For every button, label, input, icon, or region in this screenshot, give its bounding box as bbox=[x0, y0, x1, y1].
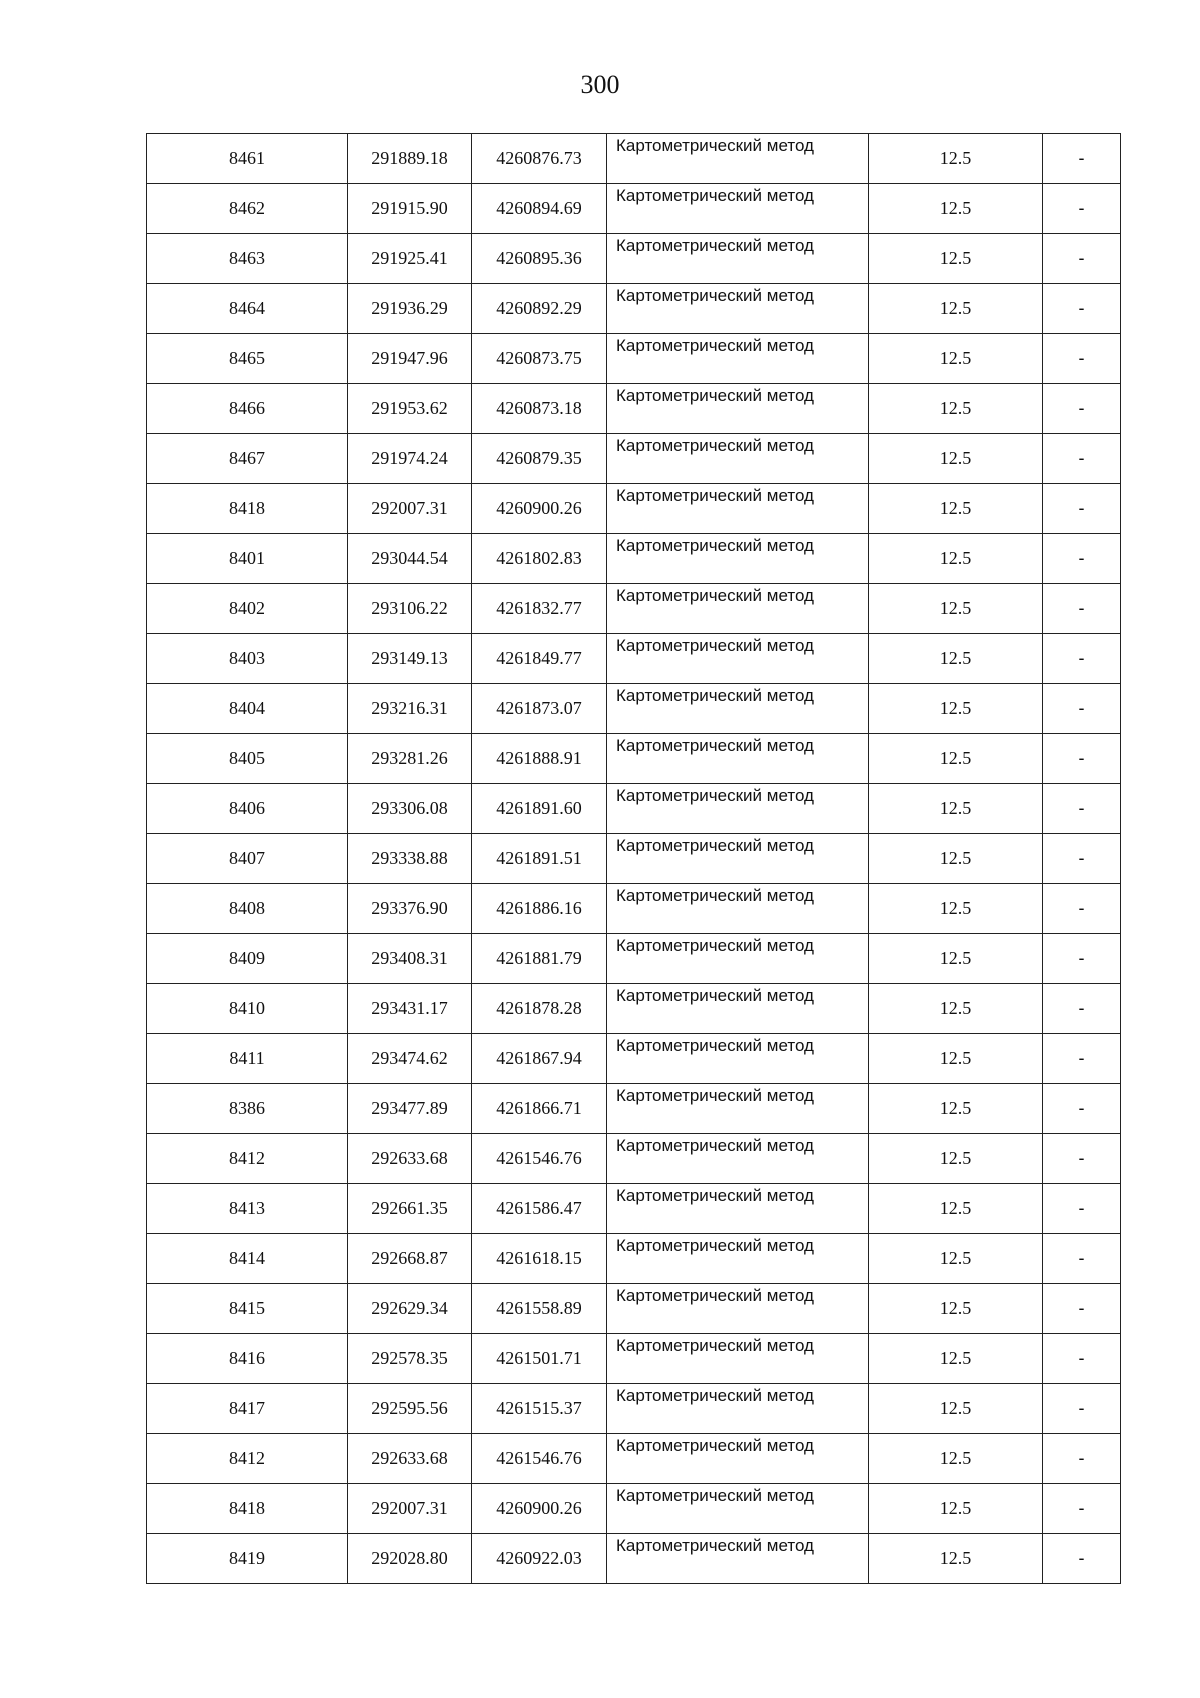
note-cell: - bbox=[1043, 384, 1121, 434]
method-cell: Картометрический метод bbox=[607, 434, 869, 484]
x-coordinate-cell: 291925.41 bbox=[348, 234, 472, 284]
note-cell: - bbox=[1043, 1034, 1121, 1084]
note-cell: - bbox=[1043, 1284, 1121, 1334]
note-cell: - bbox=[1043, 434, 1121, 484]
method-cell: Картометрический метод bbox=[607, 784, 869, 834]
note-cell: - bbox=[1043, 184, 1121, 234]
point-number-cell: 8464 bbox=[147, 284, 348, 334]
x-coordinate-cell: 291915.90 bbox=[348, 184, 472, 234]
point-number-cell: 8419 bbox=[147, 1534, 348, 1584]
y-coordinate-cell: 4260876.73 bbox=[472, 134, 607, 184]
table-row bbox=[147, 1284, 1121, 1334]
table-row bbox=[147, 184, 1121, 234]
x-coordinate-cell: 293044.54 bbox=[348, 534, 472, 584]
table-row bbox=[147, 684, 1121, 734]
method-cell: Картометрический метод bbox=[607, 534, 869, 584]
y-coordinate-cell: 4261891.60 bbox=[472, 784, 607, 834]
accuracy-cell: 12.5 bbox=[869, 1234, 1043, 1284]
accuracy-cell: 12.5 bbox=[869, 1384, 1043, 1434]
method-cell: Картометрический метод bbox=[607, 1284, 869, 1334]
table-row bbox=[147, 734, 1121, 784]
y-coordinate-cell: 4260873.18 bbox=[472, 384, 607, 434]
accuracy-cell: 12.5 bbox=[869, 884, 1043, 934]
point-number-cell: 8461 bbox=[147, 134, 348, 184]
accuracy-cell: 12.5 bbox=[869, 784, 1043, 834]
y-coordinate-cell: 4261891.51 bbox=[472, 834, 607, 884]
table-row bbox=[147, 1134, 1121, 1184]
method-cell: Картометрический метод bbox=[607, 484, 869, 534]
point-number-cell: 8411 bbox=[147, 1034, 348, 1084]
table-row bbox=[147, 584, 1121, 634]
method-cell: Картометрический метод bbox=[607, 1084, 869, 1134]
x-coordinate-cell: 293306.08 bbox=[348, 784, 472, 834]
accuracy-cell: 12.5 bbox=[869, 1284, 1043, 1334]
x-coordinate-cell: 292007.31 bbox=[348, 484, 472, 534]
table-row bbox=[147, 784, 1121, 834]
note-cell: - bbox=[1043, 534, 1121, 584]
x-coordinate-cell: 293477.89 bbox=[348, 1084, 472, 1134]
method-cell: Картометрический метод bbox=[607, 134, 869, 184]
point-number-cell: 8410 bbox=[147, 984, 348, 1034]
note-cell: - bbox=[1043, 584, 1121, 634]
method-cell: Картометрический метод bbox=[607, 1034, 869, 1084]
method-cell: Картометрический метод bbox=[607, 1484, 869, 1534]
table-row bbox=[147, 634, 1121, 684]
accuracy-cell: 12.5 bbox=[869, 734, 1043, 784]
accuracy-cell: 12.5 bbox=[869, 584, 1043, 634]
point-number-cell: 8412 bbox=[147, 1134, 348, 1184]
table-row bbox=[147, 284, 1121, 334]
x-coordinate-cell: 292633.68 bbox=[348, 1434, 472, 1484]
accuracy-cell: 12.5 bbox=[869, 234, 1043, 284]
note-cell: - bbox=[1043, 634, 1121, 684]
table-row bbox=[147, 1384, 1121, 1434]
note-cell: - bbox=[1043, 1434, 1121, 1484]
note-cell: - bbox=[1043, 1184, 1121, 1234]
note-cell: - bbox=[1043, 1334, 1121, 1384]
method-cell: Картометрический метод bbox=[607, 1334, 869, 1384]
point-number-cell: 8386 bbox=[147, 1084, 348, 1134]
table-row bbox=[147, 1184, 1121, 1234]
y-coordinate-cell: 4261618.15 bbox=[472, 1234, 607, 1284]
accuracy-cell: 12.5 bbox=[869, 484, 1043, 534]
note-cell: - bbox=[1043, 934, 1121, 984]
point-number-cell: 8414 bbox=[147, 1234, 348, 1284]
note-cell: - bbox=[1043, 884, 1121, 934]
method-cell: Картометрический метод bbox=[607, 684, 869, 734]
x-coordinate-cell: 293376.90 bbox=[348, 884, 472, 934]
coordinates-table-body bbox=[147, 134, 1121, 1584]
method-cell: Картометрический метод bbox=[607, 284, 869, 334]
y-coordinate-cell: 4260894.69 bbox=[472, 184, 607, 234]
table-row bbox=[147, 884, 1121, 934]
accuracy-cell: 12.5 bbox=[869, 1134, 1043, 1184]
x-coordinate-cell: 293431.17 bbox=[348, 984, 472, 1034]
note-cell: - bbox=[1043, 1234, 1121, 1284]
point-number-cell: 8467 bbox=[147, 434, 348, 484]
table-row bbox=[147, 134, 1121, 184]
y-coordinate-cell: 4261867.94 bbox=[472, 1034, 607, 1084]
note-cell: - bbox=[1043, 484, 1121, 534]
point-number-cell: 8412 bbox=[147, 1434, 348, 1484]
accuracy-cell: 12.5 bbox=[869, 834, 1043, 884]
accuracy-cell: 12.5 bbox=[869, 284, 1043, 334]
accuracy-cell: 12.5 bbox=[869, 1534, 1043, 1584]
table-row bbox=[147, 1034, 1121, 1084]
y-coordinate-cell: 4260900.26 bbox=[472, 1484, 607, 1534]
y-coordinate-cell: 4261546.76 bbox=[472, 1434, 607, 1484]
accuracy-cell: 12.5 bbox=[869, 984, 1043, 1034]
method-cell: Картометрический метод bbox=[607, 1234, 869, 1284]
accuracy-cell: 12.5 bbox=[869, 434, 1043, 484]
y-coordinate-cell: 4261866.71 bbox=[472, 1084, 607, 1134]
table-row bbox=[147, 484, 1121, 534]
accuracy-cell: 12.5 bbox=[869, 534, 1043, 584]
table-row bbox=[147, 934, 1121, 984]
accuracy-cell: 12.5 bbox=[869, 634, 1043, 684]
point-number-cell: 8418 bbox=[147, 1484, 348, 1534]
point-number-cell: 8413 bbox=[147, 1184, 348, 1234]
point-number-cell: 8407 bbox=[147, 834, 348, 884]
method-cell: Картометрический метод bbox=[607, 584, 869, 634]
x-coordinate-cell: 292595.56 bbox=[348, 1384, 472, 1434]
table-row bbox=[147, 1084, 1121, 1134]
y-coordinate-cell: 4260895.36 bbox=[472, 234, 607, 284]
table-row bbox=[147, 234, 1121, 284]
note-cell: - bbox=[1043, 784, 1121, 834]
y-coordinate-cell: 4260879.35 bbox=[472, 434, 607, 484]
note-cell: - bbox=[1043, 984, 1121, 1034]
point-number-cell: 8409 bbox=[147, 934, 348, 984]
accuracy-cell: 12.5 bbox=[869, 184, 1043, 234]
method-cell: Картометрический метод bbox=[607, 1534, 869, 1584]
point-number-cell: 8404 bbox=[147, 684, 348, 734]
y-coordinate-cell: 4261888.91 bbox=[472, 734, 607, 784]
note-cell: - bbox=[1043, 1534, 1121, 1584]
accuracy-cell: 12.5 bbox=[869, 1184, 1043, 1234]
coordinates-table bbox=[146, 133, 1121, 1584]
x-coordinate-cell: 293281.26 bbox=[348, 734, 472, 784]
point-number-cell: 8403 bbox=[147, 634, 348, 684]
method-cell: Картометрический метод bbox=[607, 334, 869, 384]
note-cell: - bbox=[1043, 334, 1121, 384]
point-number-cell: 8417 bbox=[147, 1384, 348, 1434]
x-coordinate-cell: 293408.31 bbox=[348, 934, 472, 984]
x-coordinate-cell: 292629.34 bbox=[348, 1284, 472, 1334]
note-cell: - bbox=[1043, 684, 1121, 734]
note-cell: - bbox=[1043, 234, 1121, 284]
table-row bbox=[147, 384, 1121, 434]
note-cell: - bbox=[1043, 284, 1121, 334]
point-number-cell: 8462 bbox=[147, 184, 348, 234]
x-coordinate-cell: 292028.80 bbox=[348, 1534, 472, 1584]
table-row bbox=[147, 334, 1121, 384]
x-coordinate-cell: 291953.62 bbox=[348, 384, 472, 434]
table-row bbox=[147, 1484, 1121, 1534]
method-cell: Картометрический метод bbox=[607, 984, 869, 1034]
method-cell: Картометрический метод bbox=[607, 834, 869, 884]
note-cell: - bbox=[1043, 834, 1121, 884]
x-coordinate-cell: 292661.35 bbox=[348, 1184, 472, 1234]
point-number-cell: 8465 bbox=[147, 334, 348, 384]
point-number-cell: 8405 bbox=[147, 734, 348, 784]
method-cell: Картометрический метод bbox=[607, 184, 869, 234]
page-number: 300 bbox=[580, 70, 620, 99]
table-row bbox=[147, 1234, 1121, 1284]
point-number-cell: 8418 bbox=[147, 484, 348, 534]
table-row bbox=[147, 534, 1121, 584]
accuracy-cell: 12.5 bbox=[869, 334, 1043, 384]
method-cell: Картометрический метод bbox=[607, 634, 869, 684]
point-number-cell: 8402 bbox=[147, 584, 348, 634]
y-coordinate-cell: 4261501.71 bbox=[472, 1334, 607, 1384]
point-number-cell: 8416 bbox=[147, 1334, 348, 1384]
accuracy-cell: 12.5 bbox=[869, 934, 1043, 984]
y-coordinate-cell: 4261515.37 bbox=[472, 1384, 607, 1434]
table-row bbox=[147, 984, 1121, 1034]
y-coordinate-cell: 4260922.03 bbox=[472, 1534, 607, 1584]
point-number-cell: 8401 bbox=[147, 534, 348, 584]
table-row bbox=[147, 1334, 1121, 1384]
x-coordinate-cell: 292007.31 bbox=[348, 1484, 472, 1534]
table-row bbox=[147, 1434, 1121, 1484]
x-coordinate-cell: 293216.31 bbox=[348, 684, 472, 734]
accuracy-cell: 12.5 bbox=[869, 1034, 1043, 1084]
method-cell: Картометрический метод bbox=[607, 1434, 869, 1484]
note-cell: - bbox=[1043, 1384, 1121, 1434]
note-cell: - bbox=[1043, 134, 1121, 184]
y-coordinate-cell: 4261886.16 bbox=[472, 884, 607, 934]
x-coordinate-cell: 292668.87 bbox=[348, 1234, 472, 1284]
x-coordinate-cell: 292633.68 bbox=[348, 1134, 472, 1184]
x-coordinate-cell: 291889.18 bbox=[348, 134, 472, 184]
point-number-cell: 8408 bbox=[147, 884, 348, 934]
y-coordinate-cell: 4261878.28 bbox=[472, 984, 607, 1034]
y-coordinate-cell: 4260900.26 bbox=[472, 484, 607, 534]
y-coordinate-cell: 4261832.77 bbox=[472, 584, 607, 634]
point-number-cell: 8463 bbox=[147, 234, 348, 284]
y-coordinate-cell: 4261546.76 bbox=[472, 1134, 607, 1184]
method-cell: Картометрический метод bbox=[607, 734, 869, 784]
accuracy-cell: 12.5 bbox=[869, 384, 1043, 434]
y-coordinate-cell: 4261849.77 bbox=[472, 634, 607, 684]
method-cell: Картометрический метод bbox=[607, 234, 869, 284]
x-coordinate-cell: 291936.29 bbox=[348, 284, 472, 334]
table-row bbox=[147, 1534, 1121, 1584]
accuracy-cell: 12.5 bbox=[869, 1334, 1043, 1384]
y-coordinate-cell: 4260892.29 bbox=[472, 284, 607, 334]
x-coordinate-cell: 291947.96 bbox=[348, 334, 472, 384]
y-coordinate-cell: 4261802.83 bbox=[472, 534, 607, 584]
y-coordinate-cell: 4261558.89 bbox=[472, 1284, 607, 1334]
point-number-cell: 8415 bbox=[147, 1284, 348, 1334]
method-cell: Картометрический метод bbox=[607, 1134, 869, 1184]
x-coordinate-cell: 293149.13 bbox=[348, 634, 472, 684]
y-coordinate-cell: 4261586.47 bbox=[472, 1184, 607, 1234]
note-cell: - bbox=[1043, 1084, 1121, 1134]
accuracy-cell: 12.5 bbox=[869, 1084, 1043, 1134]
x-coordinate-cell: 293338.88 bbox=[348, 834, 472, 884]
method-cell: Картометрический метод bbox=[607, 1184, 869, 1234]
accuracy-cell: 12.5 bbox=[869, 1484, 1043, 1534]
note-cell: - bbox=[1043, 734, 1121, 784]
note-cell: - bbox=[1043, 1134, 1121, 1184]
x-coordinate-cell: 292578.35 bbox=[348, 1334, 472, 1384]
note-cell: - bbox=[1043, 1484, 1121, 1534]
method-cell: Картометрический метод bbox=[607, 1384, 869, 1434]
accuracy-cell: 12.5 bbox=[869, 1434, 1043, 1484]
accuracy-cell: 12.5 bbox=[869, 684, 1043, 734]
accuracy-cell: 12.5 bbox=[869, 134, 1043, 184]
point-number-cell: 8466 bbox=[147, 384, 348, 434]
y-coordinate-cell: 4261873.07 bbox=[472, 684, 607, 734]
method-cell: Картометрический метод bbox=[607, 884, 869, 934]
method-cell: Картометрический метод bbox=[607, 934, 869, 984]
x-coordinate-cell: 293106.22 bbox=[348, 584, 472, 634]
x-coordinate-cell: 293474.62 bbox=[348, 1034, 472, 1084]
y-coordinate-cell: 4261881.79 bbox=[472, 934, 607, 984]
table-row bbox=[147, 434, 1121, 484]
x-coordinate-cell: 291974.24 bbox=[348, 434, 472, 484]
method-cell: Картометрический метод bbox=[607, 384, 869, 434]
table-row bbox=[147, 834, 1121, 884]
point-number-cell: 8406 bbox=[147, 784, 348, 834]
y-coordinate-cell: 4260873.75 bbox=[472, 334, 607, 384]
